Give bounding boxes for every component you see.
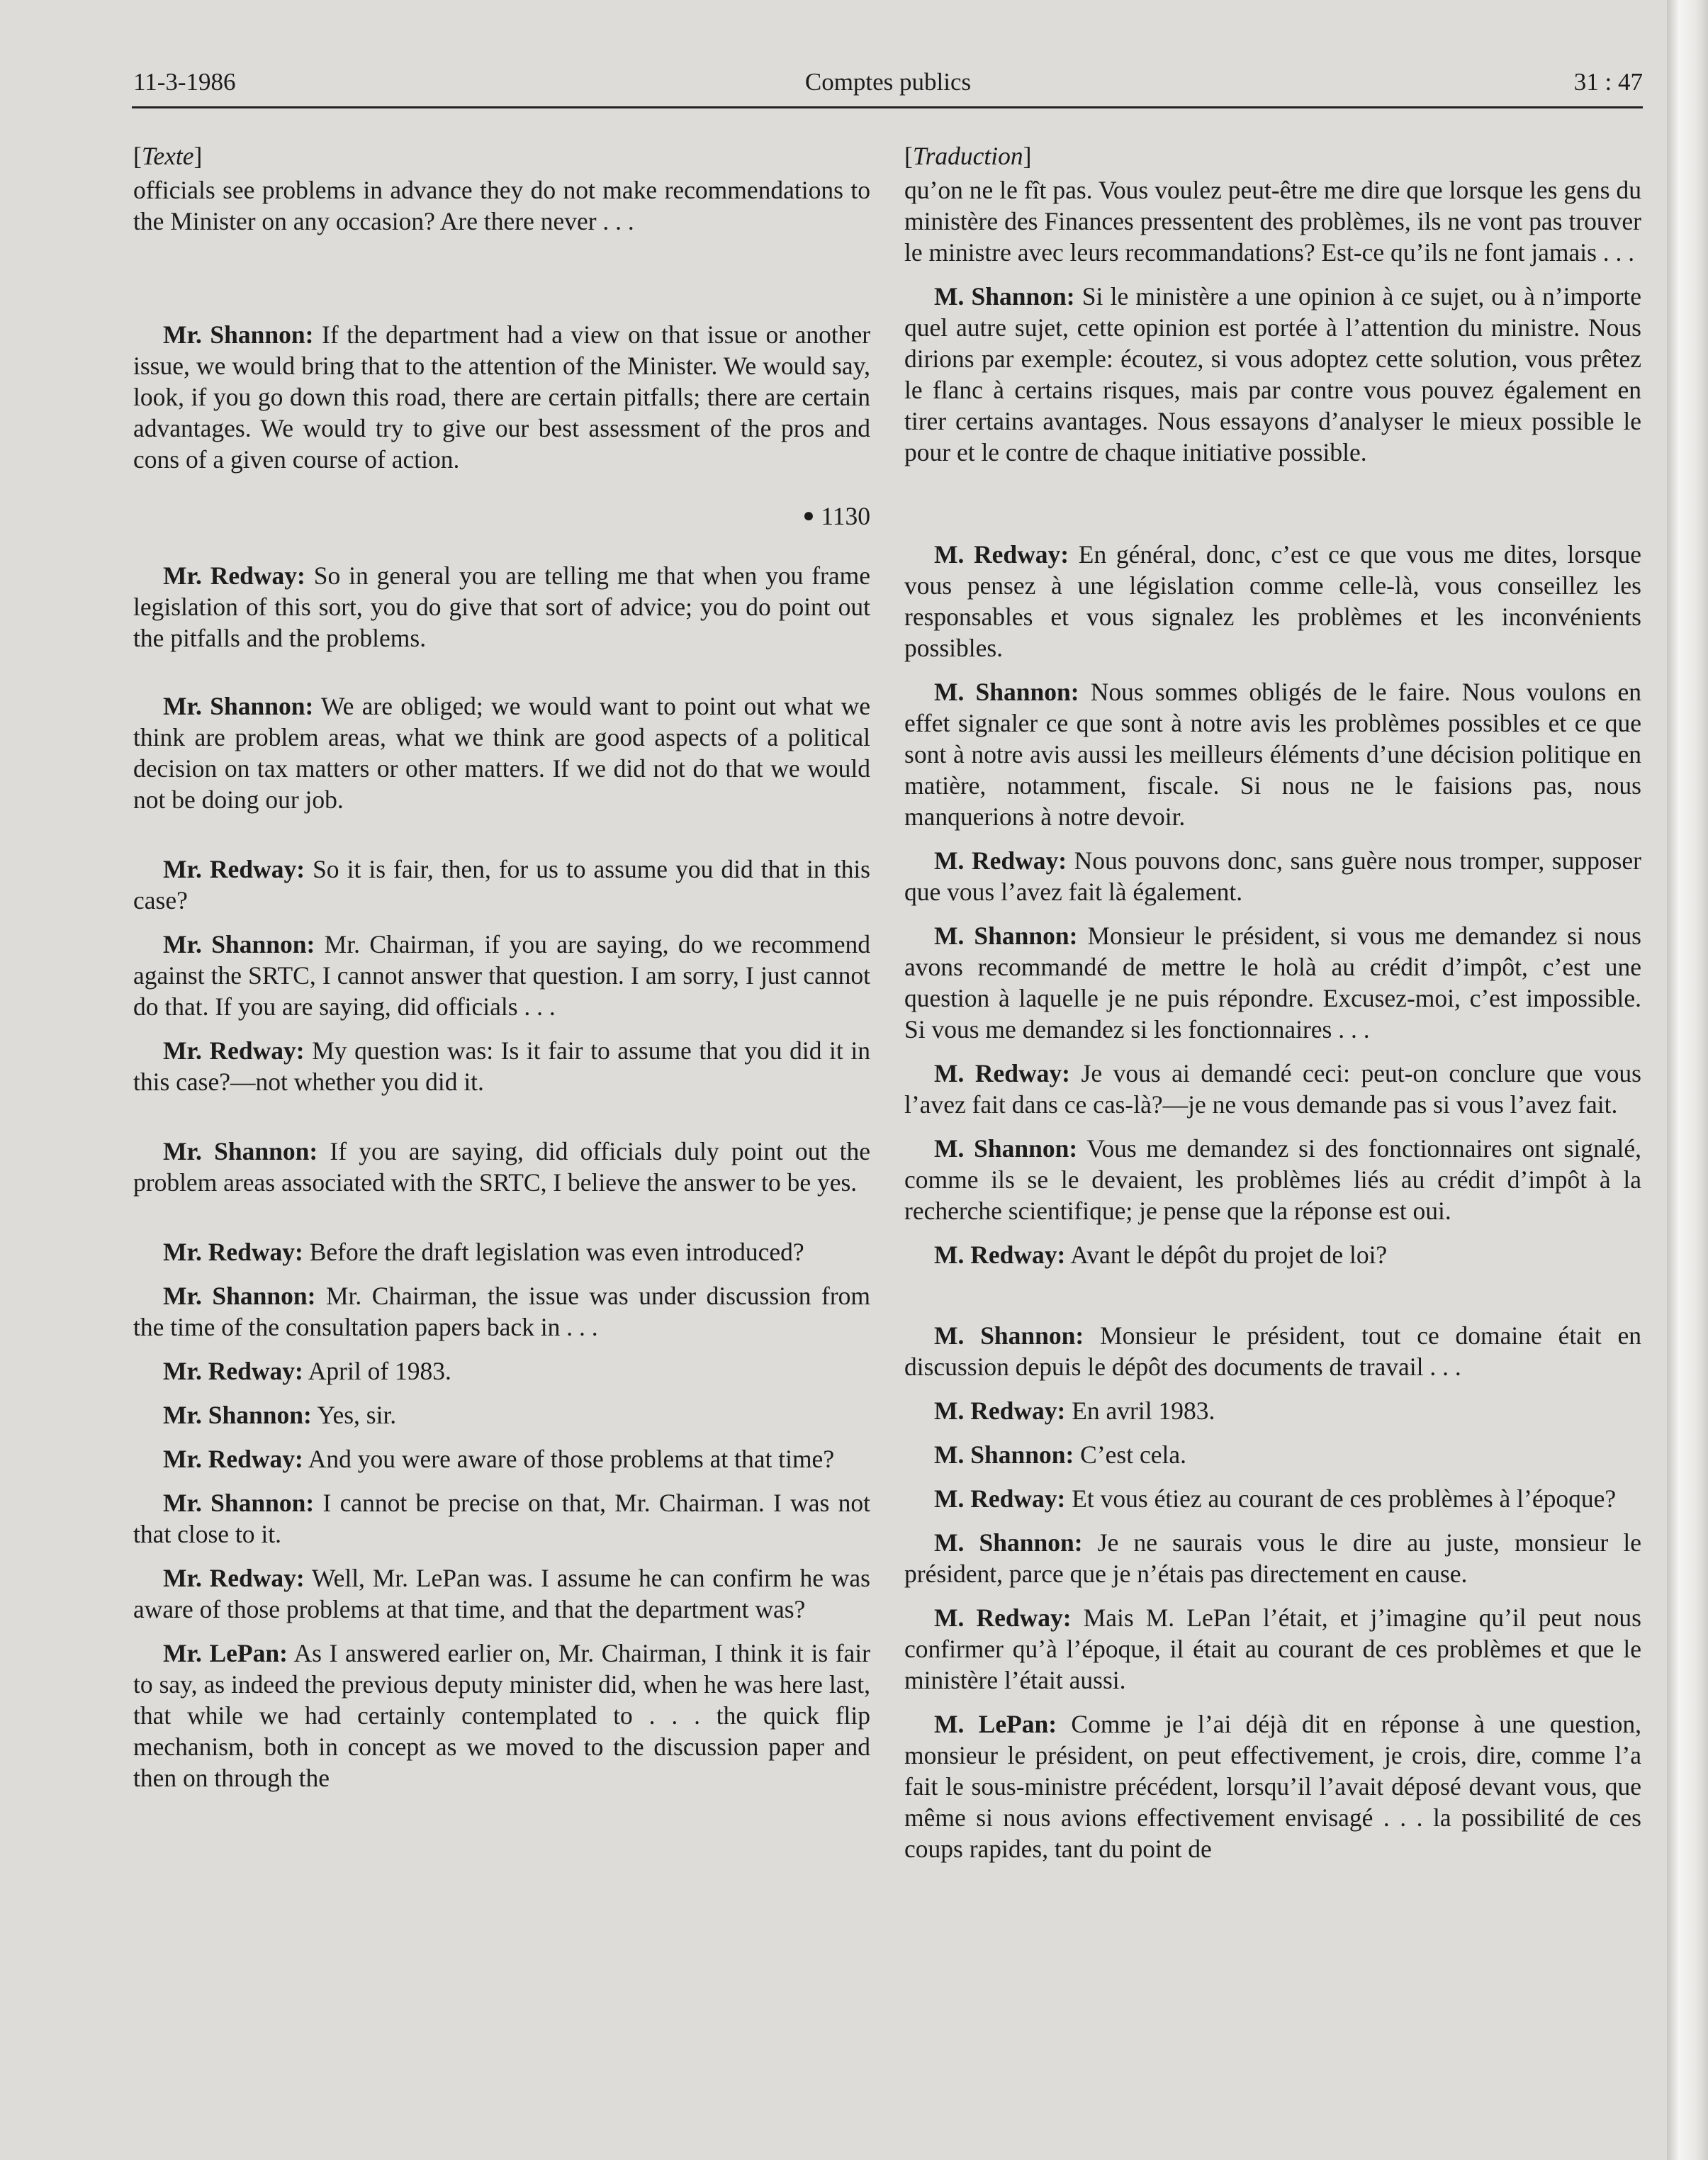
speaker-paragraph: Mr. Redway: April of 1983. [163, 1357, 451, 1385]
speaker-name: M. Shannon: [934, 282, 1075, 310]
speaker-paragraph: Mr. Shannon: Mr. Chairman, the issue was under discussion from the time of the consultation papers back in . . . [133, 1282, 871, 1341]
speaker-paragraph: M. Redway: Avant le dépôt du projet de loi? [934, 1241, 1388, 1269]
english-column [133, 140, 870, 1794]
time-marker: ● 1130 [802, 502, 870, 530]
speaker-paragraph: Mr. Redway: Before the draft legislation was even introduced? [163, 1238, 804, 1266]
speaker-paragraph: M. Redway: Mais M. LePan l’était, et j’imagine qu’il peut nous confirmer qu’à l’époque, il était au courant de ces problèmes et que le ministère l’était aussi. [904, 1604, 1642, 1694]
speaker-name: Mr. Redway: [163, 855, 305, 883]
speaker-paragraph: Mr. Redway: So in general you are telling me that when you frame legislation of this sort, you do give that sort of advice; you do point out the pitfalls and the problems. [133, 561, 871, 652]
speaker-name: Mr. Redway: [163, 1564, 305, 1592]
speaker-name: Mr. LePan: [163, 1639, 288, 1667]
speaker-name: M. Redway: [934, 1059, 1070, 1087]
speaker-paragraph: M. Shannon: Vous me demandez si des fonctionnaires ont signalé, comme ils se le devaient, les problèmes liés au crédit d’impôt à la recherche scientifique; je pense que la réponse est oui. [904, 1134, 1642, 1225]
speaker-paragraph: M. Shannon: Monsieur le président, tout ce domaine était en discussion depuis le dépôt des documents de travail . . . [904, 1321, 1642, 1381]
speaker-paragraph: M. Shannon: Monsieur le président, si vous me demandez si nous avons recommandé de mettre le holà au crédit d’impôt, c’est une question à laquelle je ne puis répondre. Excusez-moi, c’est impossible. Si vous me demandez si les fonctionnaires . . . [904, 922, 1641, 1043]
speaker-name: M. Shannon: [934, 1528, 1083, 1557]
speaker-name: Mr. Shannon: [163, 1489, 315, 1517]
speaker-name: M. Shannon: [934, 678, 1079, 706]
speaker-name: Mr. Shannon: [163, 320, 314, 349]
speaker-name: M. LePan: [934, 1710, 1057, 1738]
speaker-name: M. Shannon: [934, 1321, 1084, 1350]
speaker-paragraph: M. Shannon: C’est cela. [934, 1440, 1186, 1469]
speaker-name: Mr. Shannon: [163, 692, 314, 720]
bullet-icon: ● [802, 505, 815, 527]
speaker-name: Mr. Redway: [163, 561, 305, 590]
paragraph: qu’on ne le fît pas. Vous voulez peut-être me dire que lorsque les gens du ministère des Finances pressentent des problèmes, ils ne vont pas trouver le ministre avec leurs recommandations? Est-ce qu’ils ne font jamais . . . [904, 176, 1641, 267]
speaker-paragraph: Mr. Redway: Well, Mr. LePan was. I assume he can confirm he was aware of those problems at that time, and that the department was? [133, 1564, 870, 1623]
speaker-name: M. Redway: [934, 846, 1067, 875]
speaker-name: Mr. Shannon: [163, 1282, 316, 1310]
speaker-name: M. Redway: [934, 1397, 1066, 1425]
speaker-name: Mr. Shannon: [163, 1401, 312, 1429]
speaker-name: M. Redway: [934, 1484, 1066, 1513]
speaker-paragraph: Mr. LePan: As I answered earlier on, Mr. Chairman, I think it is fair to say, as indeed the previous deputy minister did, when he was here last, that while we had certainly contemplated to . . . the quick flip mechanism, both in concept as we moved to the discussion paper and then on through the [133, 1639, 870, 1792]
speaker-name: Mr. Redway: [163, 1445, 303, 1473]
speaker-name: Mr. Redway: [163, 1238, 303, 1266]
speaker-paragraph: M. LePan: Comme je l’ai déjà dit en réponse à une question, monsieur le président, on peut effectivement, je crois, dire, comme l’a fait le sous-ministre précédent, lorsqu’il l’avait déposé devant vous, que même si nous avions effectivement envisagé . . . la possibilité de ces coups rapides, tant du point de [904, 1710, 1642, 1863]
speaker-paragraph: Mr. Shannon: I cannot be precise on that, Mr. Chairman. I was not that close to it. [133, 1489, 871, 1548]
speaker-name: Mr. Shannon: [163, 1137, 318, 1165]
speaker-paragraph: M. Redway: En général, donc, c’est ce que vous me dites, lorsque vous pensez à une législation comme celle-là, vous conseillez les responsables et vous signalez les problèmes et les inconvénients possibles. [904, 540, 1641, 662]
speaker-name: Mr. Redway: [163, 1357, 303, 1385]
speaker-name: M. Shannon: [934, 1440, 1074, 1469]
paragraph: officials see problems in advance they do not make recommendations to the Minister on any occasion? Are there never . . . [133, 176, 870, 235]
language-tag: [Traduction] [904, 142, 1032, 170]
speaker-name: Mr. Redway: [163, 1036, 305, 1065]
speaker-paragraph: Mr. Shannon: Yes, sir. [163, 1401, 397, 1429]
speaker-paragraph: Mr. Shannon: Mr. Chairman, if you are saying, do we recommend against the SRTC, I cannot answer that question. I am sorry, I just cannot do that. If you are saying, did officials . . . [133, 930, 871, 1021]
speaker-paragraph: Mr. Shannon: If the department had a view on that issue or another issue, we would bring that to the attention of the Minister. We would say, look, if you go down this road, there are certain pitfalls; there are certain advantages. We would try to give our best assessment of the pros and cons of a given course of action. [133, 320, 871, 474]
speaker-paragraph: Mr. Redway: My question was: Is it fair to assume that you did it in this case?—not whether you did it. [133, 1036, 870, 1096]
speaker-name: M. Shannon: [934, 1134, 1078, 1163]
speaker-paragraph: Mr. Redway: So it is fair, then, for us to assume you did that in this case? [133, 855, 871, 914]
speaker-paragraph: M. Shannon: Nous sommes obligés de le faire. Nous voulons en effet signaler ce que sont à notre avis les problèmes possibles et ce que sont à notre avis aussi les meilleurs éléments d’une décision politique en matière, notamment, fiscale. Si nous ne le faisions pas, nous manquerions à notre devoir. [904, 678, 1642, 831]
header-page-number: 31 : 47 [1573, 68, 1643, 96]
speaker-paragraph: M. Redway: Et vous étiez au courant de ces problèmes à l’époque? [934, 1484, 1617, 1513]
speaker-name: Mr. Shannon: [163, 930, 315, 958]
speaker-name: M. Redway: [934, 1241, 1066, 1269]
header-date: 11-3-1986 [133, 68, 236, 96]
speaker-name: M. Redway: [934, 1604, 1072, 1632]
speaker-paragraph: M. Shannon: Si le ministère a une opinion à ce sujet, ou à n’importe quel autre sujet, cette opinion est portée à l’attention du ministre. Nous dirions par exemple: écoutez, si vous adoptez cette solution, vous prêtez le flanc à certains risques, mais par contre vous pouvez également en tirer certains avantages. Nous essayons d’analyser le mieux possible le pour et le contre de chaque initiative possible. [904, 282, 1642, 466]
header-rule [132, 106, 1643, 108]
french-column [904, 140, 1641, 1864]
language-tag: [Texte] [133, 142, 203, 170]
speaker-paragraph: Mr. Redway: And you were aware of those problems at that time? [163, 1445, 835, 1473]
speaker-name: M. Redway: [934, 540, 1069, 569]
speaker-paragraph: M. Redway: Je vous ai demandé ceci: peut-on conclure que vous l’avez fait dans ce cas-là?—je ne vous demande pas si vous l’avez fait. [904, 1059, 1641, 1119]
running-header [133, 68, 1643, 111]
speaker-paragraph: M. Redway: En avril 1983. [934, 1397, 1215, 1425]
header-title: Comptes publics [804, 68, 972, 96]
speaker-paragraph: Mr. Shannon: If you are saying, did officials duly point out the problem areas associated with the SRTC, I believe the answer to be yes. [133, 1137, 870, 1197]
speaker-paragraph: Mr. Shannon: We are obliged; we would want to point out what we think are problem areas, what we think are good aspects of a political decision on tax matters or other matters. If we did not do that we would not be doing our job. [133, 692, 870, 814]
speaker-paragraph: M. Shannon: Je ne saurais vous le dire au juste, monsieur le président, parce que je n’étais pas directement en cause. [904, 1528, 1642, 1588]
speaker-paragraph: M. Redway: Nous pouvons donc, sans guère nous tromper, supposer que vous l’avez fait là également. [904, 846, 1642, 906]
page-edge [1667, 0, 1708, 2160]
speaker-name: M. Shannon: [934, 922, 1078, 950]
